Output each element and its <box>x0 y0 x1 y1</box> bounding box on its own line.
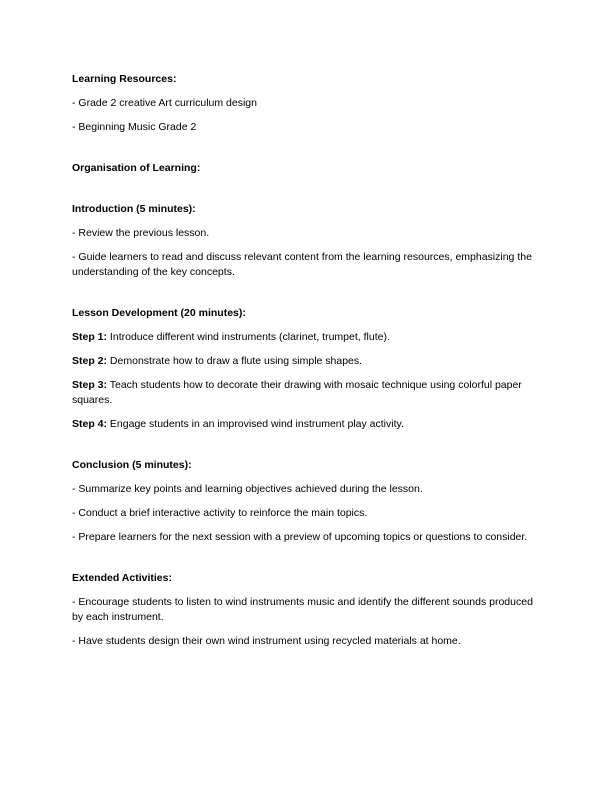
step-text: Engage students in an improvised wind instrument play activity. <box>107 418 404 430</box>
organisation-section <box>72 161 542 176</box>
learning-resources-heading: Learning Resources: <box>72 73 177 85</box>
step-label: Step 4: <box>72 418 108 430</box>
lesson-development-heading: Lesson Development (20 minutes): <box>72 307 246 319</box>
section-spacer <box>72 441 542 458</box>
resource-item: - Grade 2 creative Art curriculum design <box>72 97 257 109</box>
organisation-heading: Organisation of Learning: <box>72 162 201 174</box>
introduction-section <box>72 202 542 280</box>
step-text: Demonstrate how to draw a flute using simple shapes. <box>107 355 363 367</box>
step-item <box>72 378 542 408</box>
conclusion-item: - Summarize key points and learning objectives achieved during the lesson. <box>72 483 423 495</box>
conclusion-section <box>72 458 542 545</box>
conclusion-item: - Prepare learners for the next session with a preview of upcoming topics or questions to consider. <box>72 531 528 543</box>
step-label: Step 1: <box>72 331 108 343</box>
step-text: Teach students how to decorate their drawing with mosaic technique using colorful paper squares. <box>72 379 522 406</box>
lesson-plan-content <box>72 72 542 658</box>
section-spacer <box>72 185 542 202</box>
step-text: Introduce different wind instruments (clarinet, trumpet, flute). <box>107 331 390 343</box>
extended-activities-section <box>72 571 542 649</box>
learning-resources-section <box>72 72 542 135</box>
introduction-heading: Introduction (5 minutes): <box>72 203 196 215</box>
extended-activity-item: - Encourage students to listen to wind instruments music and identify the different sounds produced by each instrument. <box>72 596 533 623</box>
section-spacer <box>72 554 542 571</box>
step-label: Step 3: <box>72 379 108 391</box>
step-item <box>72 330 542 345</box>
section-spacer <box>72 289 542 306</box>
step-label: Step 2: <box>72 355 108 367</box>
conclusion-item: - Conduct a brief interactive activity to reinforce the main topics. <box>72 507 368 519</box>
extended-activity-item: - Have students design their own wind instrument using recycled materials at home. <box>72 635 461 647</box>
resource-item: - Beginning Music Grade 2 <box>72 121 197 133</box>
lesson-development-section <box>72 306 542 432</box>
section-spacer <box>72 144 542 161</box>
introduction-item: - Review the previous lesson. <box>72 227 210 239</box>
conclusion-heading: Conclusion (5 minutes): <box>72 459 192 471</box>
extended-activities-heading: Extended Activities: <box>72 572 172 584</box>
introduction-item: - Guide learners to read and discuss relevant content from the learning resources, emphasizing the understanding of the key concepts. <box>72 251 532 278</box>
step-item <box>72 354 542 369</box>
step-item <box>72 417 542 432</box>
